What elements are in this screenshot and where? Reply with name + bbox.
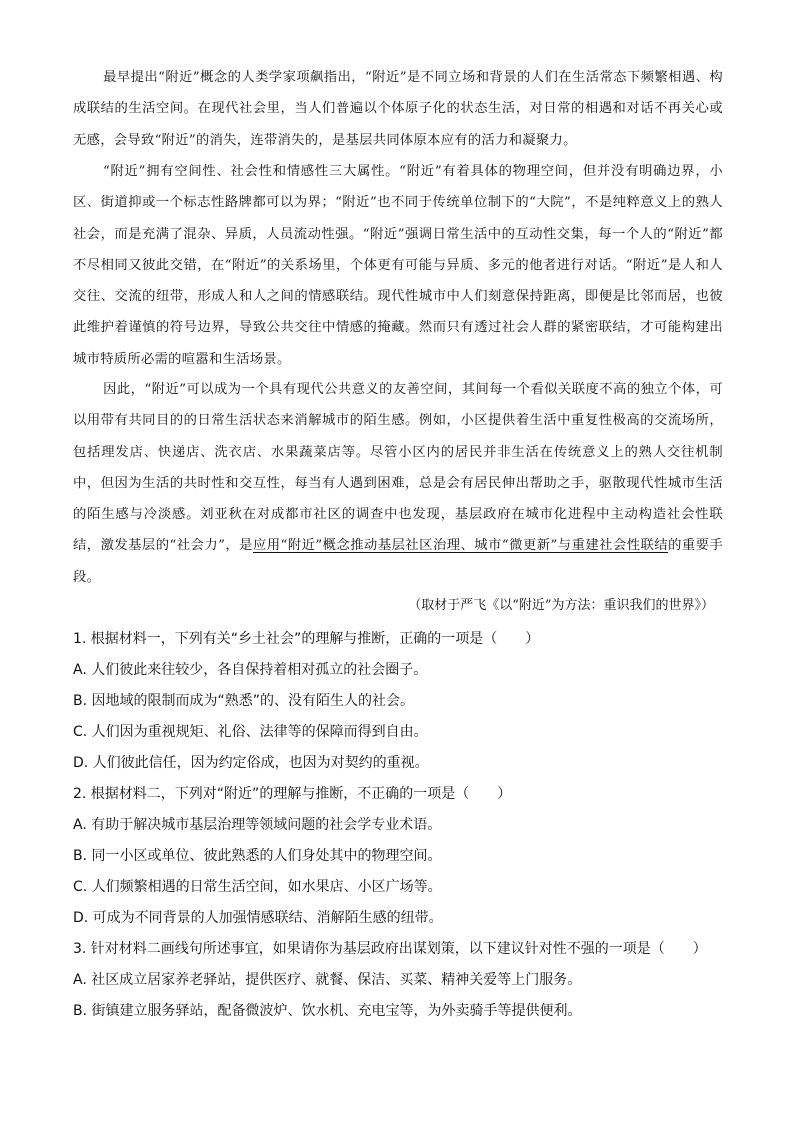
question-2-option-d: D. 可成为不同背景的人加强情感联结、消解陌生感的纽带。 [73, 910, 443, 926]
question-3-stem: 3. 针对材料二画线句所述事宜，如果请你为基层政府出谋划策，以下建议针对性不强的一项是（ ） [73, 941, 707, 957]
passage-paragraph-3-ending: 的重要手段。 [73, 538, 724, 585]
question-1-stem: 1. 根据材料一，下列有关“乡土社会”的理解与推断，正确的一项是（ ） [73, 631, 540, 647]
passage-paragraph-3-text: 因此，“附近”可以成为一个具有现代公共意义的友善空间，其间每一个看似关联度不高的独立个体，可以用带有共同目的的日常生活状态来消解城市的陌生感。例如，小区提供着生活中重复性极高的交流场所，包括理发店、快递店、洗衣店、水果蔬菜店等。尽管小区内的居民并非生活在传统意义上的熟人交往机制中，但因为生活的共时性和交互性，每当有人遇到困难，总是会有居民伸出帮助之手，驱散现代性城市生活的陌生感与冷淡感。刘亚秋在对成都市社区的调查中也发现，基层政府在城市化进程中主动构造社会性联结，激发基层的“社会力”，是 [73, 382, 723, 554]
passage-paragraph-1-text: 最早提出“附近”概念的人类学家项飙指出，“附近”是不同立场和背景的人们在生活常态下频繁相遇、构成联结的生活空间。在现代社会里，当人们普遍以个体原子化的状态生活，对日常的相遇和对话不再关心或无感，会导致“附近”的消失，连带消失的，是基层共同体原本应有的活力和凝聚力。 [73, 70, 723, 148]
question-1-option-b: B. 因地域的限制而成为“熟悉”的、没有陌生人的社会。 [73, 693, 415, 709]
question-2-stem: 2. 根据材料二，下列对“附近”的理解与推断，不正确的一项是（ ） [73, 786, 512, 802]
source-citation: （取材于严飞《以“附近”为方法：重识我们的世界》） [408, 598, 714, 613]
question-2-option-b: B. 同一小区或单位、彼此熟悉的人们身处其中的物理空间。 [73, 848, 442, 864]
question-1-option-a: A. 人们彼此来往较少，各自保持着相对孤立的社会圈子。 [73, 662, 428, 678]
passage-paragraph-1 [73, 62, 723, 156]
question-3-option-b: B. 街镇建立服务驿站，配备微波炉、饮水机、充电宝等，为外卖骑手等提供便利。 [73, 1003, 582, 1019]
underlined-sentence: 应用“附近”概念推动基层社区治理、城市“微更新”与重建社会性联结 [252, 538, 669, 554]
question-2-option-a: A. 有助于解决城市基层治理等领域问题的社会学专业术语。 [73, 817, 442, 833]
question-1-option-d: D. 人们彼此信任，因为约定俗成，也因为对契约的重视。 [73, 755, 429, 771]
passage-paragraph-2 [73, 156, 723, 375]
question-3-option-a: A. 社区成立居家养老驿站，提供医疗、就餐、保洁、买菜、精神关爱等上门服务。 [73, 972, 582, 988]
passage-paragraph-2-text: “附近”拥有空间性、社会性和情感性三大属性。“附近”有着具体的物理空间，但并没有明确边界，小区、街道抑或一个标志性路牌都可以为界；“附近”也不同于传统单位制下的“大院”，不是纯粹意义上的熟人社会，而是充满了混杂、异质，人员流动性强。“附近”强调日常生活中的互动性交集，每一个人的“附近”都不尽相同又彼此交错，在“附近”的关系场里，个体更有可能与异质、多元的他者进行对话。“附近”是人和人交往、交流的纽带，形成人和人之间的情感联结。现代性城市中人们刻意保持距离，即便是比邻而居，也彼此维护着谨慎的符号边界，导致公共交往中情感的掩藏。然而只有透过社会人群的紧密联结，才可能构建出城市特质所必需的喧嚣和生活场景。 [73, 164, 723, 367]
question-1-option-c: C. 人们因为重视规矩、礼俗、法律等的保障而得到自由。 [73, 724, 428, 740]
passage-paragraph-3 [73, 374, 723, 593]
question-2-option-c: C. 人们频繁相遇的日常生活空间，如水果店、小区广场等。 [73, 879, 442, 895]
